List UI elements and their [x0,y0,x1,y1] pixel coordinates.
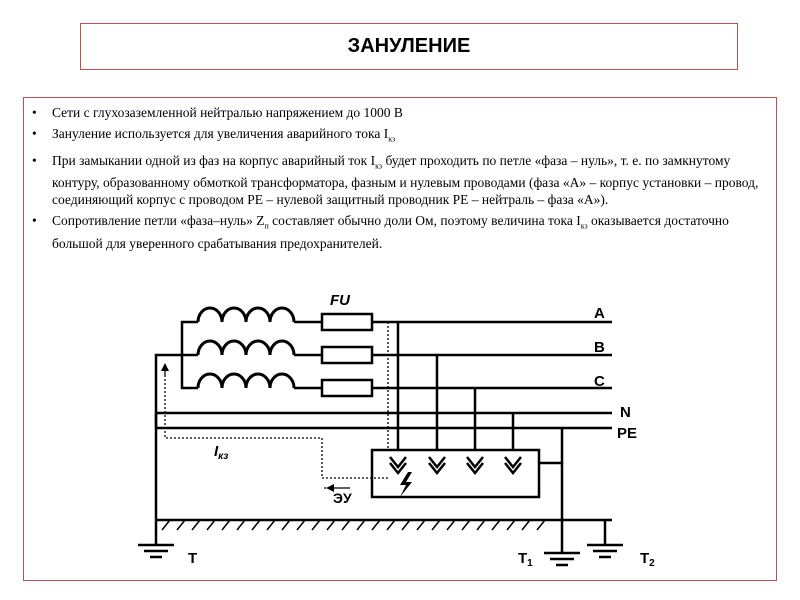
fuse-label: FU [330,292,350,309]
phase-a-label: A [594,305,605,322]
ground-symbol-t1 [544,553,580,565]
phase-c-label: C [594,373,605,390]
ground-symbol-t [138,545,174,557]
fuse-a [322,314,372,330]
page-title: ЗАНУЛЕНИЕ [347,35,471,57]
bullet-text: Сопротивление петли «фаза–нуль» Z [52,213,265,229]
fault-current-label: $I_{кз}$ [214,443,229,462]
earth-hatch [162,520,545,530]
ground-t-label: T [188,550,198,567]
subscript: п [264,222,269,232]
subscript: кз [580,222,588,232]
bullet-text: При замыкании одной из фаз на корпус аварийный ток I [52,152,376,168]
pe-label: PE [617,425,638,442]
neutral-label: N [620,404,631,421]
fuse-b [322,347,372,363]
bullet-text: Зануление используется для увеличения аварийного тока I [52,126,389,141]
ground-t2-label: $T_2$ [640,550,655,569]
bullet-text: оказывается достаточно большой для уверенного срабатывания предохранителей. [52,213,729,252]
subscript: кз [375,161,383,171]
neutral-link [156,355,182,428]
winding-b [198,341,294,355]
bullet-text: Сети с глухозаземленной нейтралью напряжением до 1000 В [52,105,403,120]
bullet-text: составляет обычно доли Ом, поэтому величина тока I [268,213,581,229]
ground-t1-label: $T_1$ [518,550,533,569]
phase-b-label: B [594,339,605,356]
winding-c [198,374,294,388]
equipment-label: ЭУ [333,490,352,506]
ground-symbol-t2 [587,545,623,557]
winding-a [198,308,294,322]
subscript: кз [388,134,396,144]
fuse-c [322,380,372,396]
equipment-pe-wire [539,428,562,463]
bullet-text: будет проходить по петле «фаза – нуль», т. е. по замкнутому контуру, образованному обмоткой трансформатора, фазным и нулевым проводами (фаза «А» – корпус установки – провод, соединяющий корпус с проводом РЕ – нулевой защитный проводник РЕ – нейтраль – фаза «А»). [52,152,759,208]
transformer-windings [198,308,294,388]
